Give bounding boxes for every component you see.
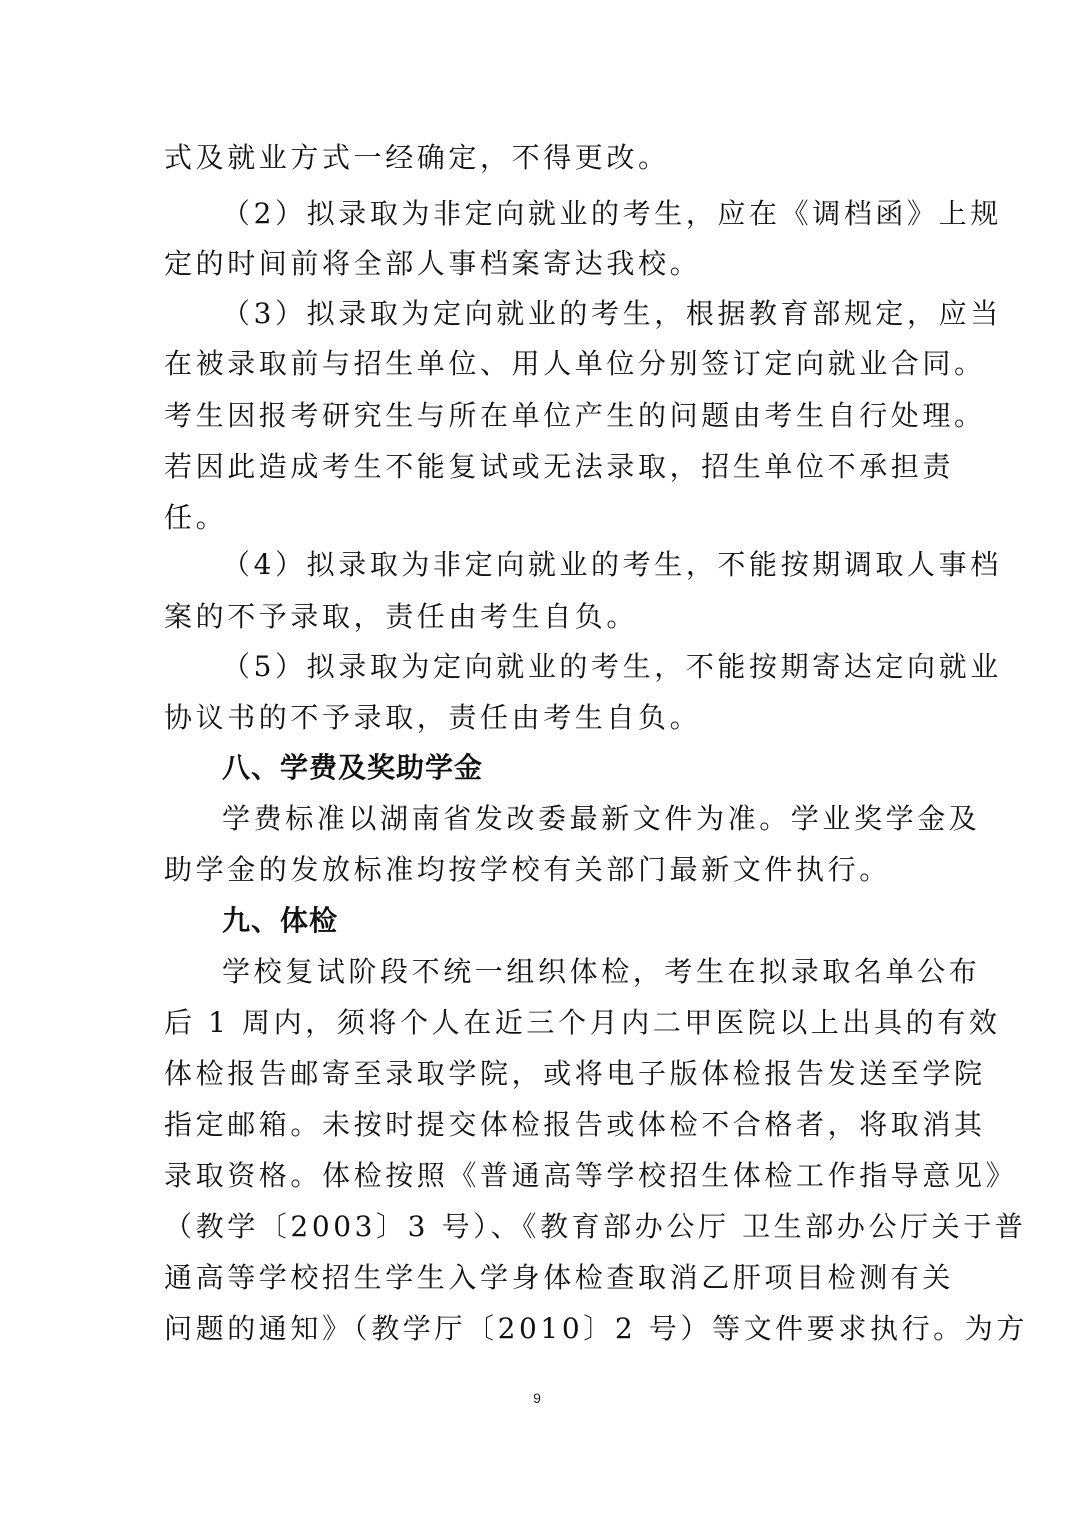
body-text-line: 体检报告邮寄至录取学院，或将电子版体检报告发送至学院 [164, 1057, 986, 1090]
body-text-line: 协议书的不予录取，责任由考生自负。 [164, 701, 702, 734]
section-heading-tuition: 八、学费及奖助学金 [222, 751, 484, 784]
body-text-line: 定的时间前将全部人事档案寄达我校。 [164, 247, 702, 280]
list-item-3-line: （3）拟录取为定向就业的考生，根据教育部规定，应当 [222, 297, 1002, 330]
body-text-line: 录取资格。体检按照《普通高等学校招生体检工作指导意见》 [164, 1159, 1018, 1192]
body-text-line: 问题的通知》（教学厅〔2010〕2 号）等文件要求执行。为方 [164, 1312, 1028, 1345]
body-text-line: 后 1 周内，须将个人在近三个月内二甲医院以上出具的有效 [164, 1006, 1001, 1039]
list-item-2-line: （2）拟录取为非定向就业的考生，应在《调档函》上规 [222, 197, 1002, 230]
list-item-5-line: （5）拟录取为定向就业的考生，不能按期寄达定向就业 [222, 650, 1002, 683]
list-item-4-line: （4）拟录取为非定向就业的考生，不能按期调取人事档 [222, 548, 1002, 581]
body-text-line: 任。 [164, 501, 228, 534]
body-text-line: （教学〔2003〕3 号）、《教育部办公厅 卫生部办公厅关于普 [164, 1210, 1027, 1243]
body-text-line: 考生因报考研究生与所在单位产生的问题由考生自行处理。 [164, 399, 986, 432]
body-text-line: 通高等学校招生学生入学身体检查取消乙肝项目检测有关 [164, 1261, 955, 1294]
body-text-line: 学费标准以湖南省发改委最新文件为准。学业奖学金及 [222, 802, 981, 835]
body-text-line: 案的不予录取，责任由考生自负。 [164, 600, 639, 633]
body-text-line: 在被录取前与招生单位、用人单位分别签订定向就业合同。 [164, 347, 986, 380]
body-text-line: 式及就业方式一经确定，不得更改。 [164, 141, 670, 174]
body-text-line: 指定邮箱。未按时提交体检报告或体检不合格者，将取消其 [164, 1108, 986, 1141]
body-text-line: 若因此造成考生不能复试或无法录取，招生单位不承担责 [164, 450, 955, 483]
page-number: 9 [533, 1390, 541, 1406]
body-text-line: 学校复试阶段不统一组织体检，考生在拟录取名单公布 [222, 955, 981, 988]
section-heading-physical-exam: 九、体检 [222, 904, 339, 937]
body-text-line: 助学金的发放标准均按学校有关部门最新文件执行。 [164, 853, 891, 886]
